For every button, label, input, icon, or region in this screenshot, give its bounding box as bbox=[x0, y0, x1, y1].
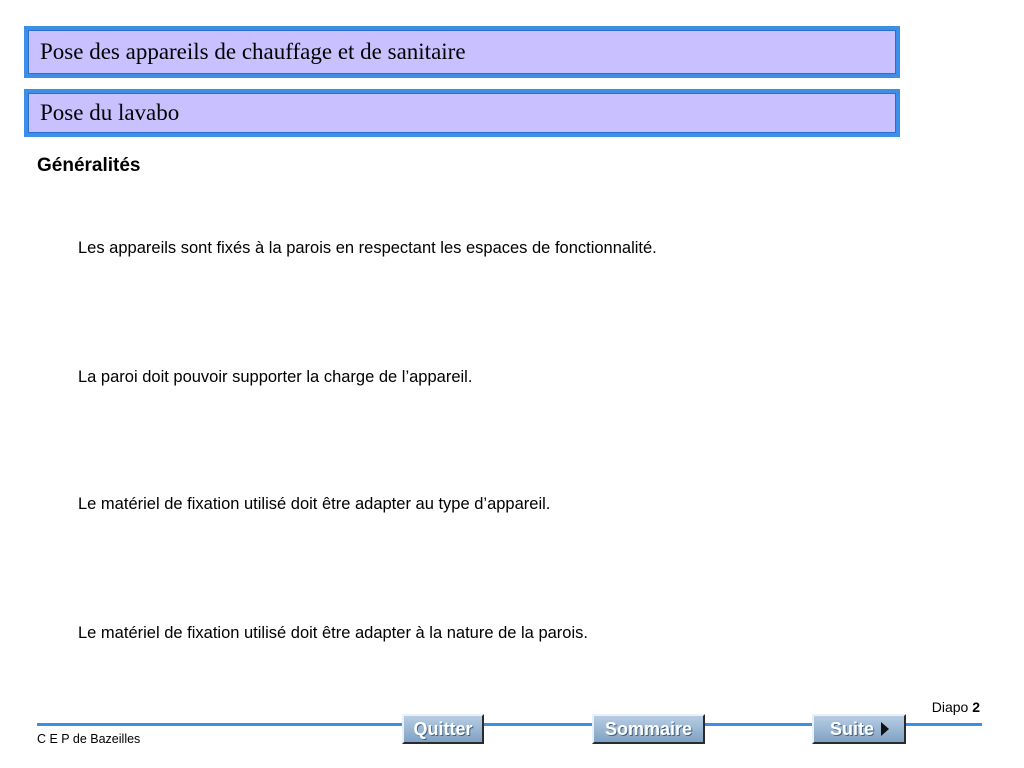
quit-button-label: Quitter bbox=[413, 718, 473, 739]
summary-button-label: Sommaire bbox=[604, 718, 693, 739]
subtitle-box bbox=[24, 89, 900, 137]
paragraph-1: Les appareils sont fixés à la parois en respectant les espaces de fonctionnalité. bbox=[78, 239, 657, 257]
next-button-label: Suite bbox=[830, 718, 875, 739]
slide-number-value: 2 bbox=[972, 699, 980, 715]
quit-button[interactable] bbox=[402, 714, 484, 744]
next-button[interactable] bbox=[812, 714, 906, 744]
paragraph-2: La paroi doit pouvoir supporter la charge de l’appareil. bbox=[78, 368, 473, 386]
arrow-right-icon bbox=[881, 722, 889, 736]
summary-button[interactable] bbox=[592, 714, 705, 744]
slide-number bbox=[932, 699, 980, 715]
paragraph-4: Le matériel de fixation utilisé doit être adapter à la nature de la parois. bbox=[78, 624, 588, 642]
subtitle: Pose du lavabo bbox=[28, 93, 896, 133]
main-title: Pose des appareils de chauffage et de sanitaire bbox=[28, 30, 896, 74]
section-heading: Généralités bbox=[37, 155, 141, 176]
slide-label: Diapo bbox=[931, 699, 969, 715]
main-title-box bbox=[24, 26, 900, 78]
organization-name: C E P de Bazeilles bbox=[37, 732, 141, 746]
paragraph-3: Le matériel de fixation utilisé doit être adapter au type d’appareil. bbox=[78, 495, 551, 513]
